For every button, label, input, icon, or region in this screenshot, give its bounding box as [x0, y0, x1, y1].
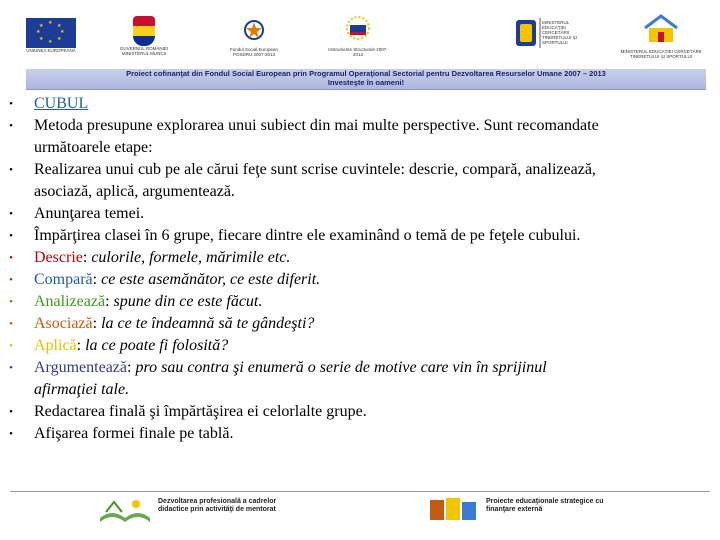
item-line: Realizarea unui cub pe ale cărui feţe sunt scrise cuvintele: descrie, compară, analizează, [34, 161, 596, 178]
item-line: Metoda presupune explorarea unui subiect din mai multe perspective. Sunt recomandate [34, 117, 599, 134]
list-item-display [0, 423, 720, 445]
desc-aplica: la ce poate fi folosită? [85, 337, 229, 354]
banner-line-2: Investeşte în oameni! [327, 78, 405, 87]
desc-compara: ce este asemănător, ce este diferit. [101, 271, 321, 288]
list-item-aplica: • Aplică: la ce poate fi folosită? [0, 335, 720, 357]
term-descrie: Descrie [34, 249, 83, 266]
ministry-logo [514, 16, 592, 55]
term-aplica: Aplică [34, 337, 77, 354]
footer-right [424, 494, 654, 524]
footer-divider [10, 491, 710, 492]
bullet-icon: • [9, 428, 13, 440]
list-item-descrie: • Descrie: culorile, formele, mărimile etc. [0, 247, 720, 269]
government-logo [114, 16, 174, 56]
structural-funds-caption: Instrumente Structurale 2007-2013 [328, 47, 388, 57]
list-item-groups [0, 225, 720, 247]
bullet-icon: • [9, 252, 13, 264]
bullet-icon: • [9, 120, 13, 132]
item-line: următoarele etape: [34, 139, 153, 156]
list-item-announce [0, 203, 720, 225]
eu-flag-icon: ★ ★ ★ ★ ★ ★ ★ ★ [26, 18, 76, 48]
crest-icon [133, 16, 155, 46]
structural-funds-logo [328, 14, 388, 57]
fse-star-icon [236, 18, 272, 42]
list-item-argumenteaza: • Argumentează: pro sau contra şi enumeră o serie de motive care vin în sprijinul afirmaţiei tale. [0, 357, 720, 401]
list-item-method [0, 115, 720, 159]
ministry-house-caption: MINISTERUL EDUCAŢIEI CERCETĂRII TINERETULUI ŞI SPORTULUI [620, 49, 702, 59]
bullet-icon: • [9, 406, 13, 418]
house-icon [641, 14, 681, 44]
bullet-icon: • [9, 98, 13, 110]
desc-descrie: culorile, formele, mărimile etc. [91, 249, 291, 266]
banner-line-1: Proiect cofinanţat din Fondul Social European prin Programul Operaţional Sectorial pentru Dezvoltarea Resurselor Umane 2007 – 2013 [126, 69, 606, 78]
term-analizeaza: Analizează [34, 293, 106, 310]
term-asociaza: Asociază [34, 315, 93, 332]
bullet-icon: • [9, 296, 13, 308]
bullet-icon: • [9, 362, 13, 374]
project-banner [26, 69, 706, 90]
desc-analizeaza: spune din ce este făcut. [113, 293, 263, 310]
list-item-compara: • Compară: ce este asemănător, ce este diferit. [0, 269, 720, 291]
term-argumenteaza: Argumentează [34, 359, 127, 376]
footer-left [96, 494, 316, 524]
desc-argumenteaza-2: afirmaţiei tale. [34, 381, 130, 398]
footer-right-label: Proiecte educaţionale strategice cu finanţare externă [486, 498, 604, 513]
bullet-icon: • [9, 274, 13, 286]
item-line: asociază, aplică, argumentează. [34, 183, 235, 200]
eu-caption: UNIUNEA EUROPEANĂ [26, 48, 76, 53]
bullet-icon: • [9, 340, 13, 352]
item-line: Afişarea formei finale pe tablă. [34, 425, 234, 442]
bullet-icon: • [9, 318, 13, 330]
ministry-house-logo [620, 14, 702, 59]
term-compara: Compară [34, 271, 93, 288]
bullet-list [0, 93, 720, 445]
list-item-analizeaza: • Analizează: spune din ce este făcut. [0, 291, 720, 313]
books-icon [424, 494, 482, 524]
cubul-link[interactable]: CUBUL [34, 95, 89, 112]
ministry-caption: MINISTERUL EDUCAŢIEI CERCETĂRII TINERETULUI ŞI SPORTULUI [542, 20, 578, 45]
item-line: Redactarea finală şi împărtăşirea ei celorlalte grupe. [34, 403, 367, 420]
eu-flag-logo [20, 18, 82, 53]
desc-argumenteaza-1: pro sau contra şi enumeră o serie de motive care vin în sprijinul [135, 359, 547, 376]
item-line: Anunţarea temei. [34, 205, 145, 222]
desc-asociaza: la ce te îndeamnă să te gândeşti? [101, 315, 315, 332]
government-caption: GUVERNUL ROMÂNIEI MINISTERUL MUNCII [119, 46, 169, 56]
list-item-cube [0, 159, 720, 203]
structural-funds-icon [340, 14, 376, 42]
item-line: Împărţirea clasei în 6 grupe, fiecare dintre ele examinând o temă de pe feţele cubului. [34, 227, 581, 244]
logo-strip [0, 0, 720, 70]
open-book-icon [96, 494, 154, 524]
list-item-asociaza: • Asociază: la ce te îndeamnă să te gândeşti? [0, 313, 720, 335]
bullet-icon: • [9, 230, 13, 242]
fse-logo [222, 18, 286, 57]
list-item-title [0, 93, 720, 115]
fse-caption: Fondul Social European POSDRU 2007-2013 [229, 47, 279, 57]
bullet-icon: • [9, 208, 13, 220]
list-item-final [0, 401, 720, 423]
footer-left-label: Dezvoltarea profesională a cadrelor didactice prin activităţi de mentorat [158, 498, 277, 513]
bullet-icon: • [9, 164, 13, 176]
